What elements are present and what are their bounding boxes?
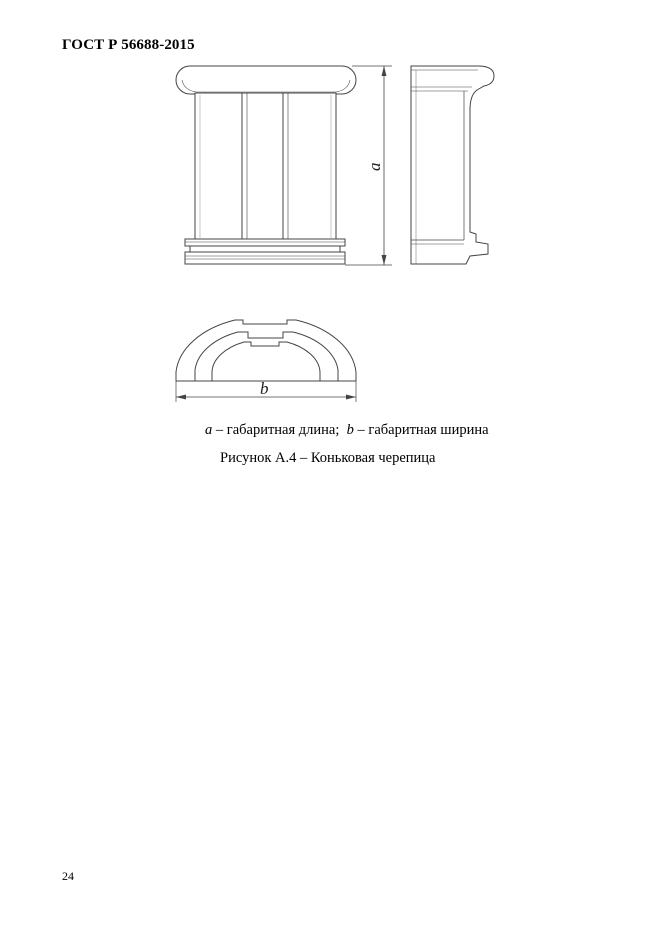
document-header: ГОСТ Р 56688-2015 <box>62 37 195 53</box>
dimension-b-label: b <box>260 379 269 398</box>
legend-b-text: – габаритная ширина <box>353 422 489 438</box>
page-number: 24 <box>62 869 74 883</box>
legend-b-symbol: b <box>346 422 354 438</box>
front-view <box>176 66 356 264</box>
dimension-a-label: a <box>365 162 384 171</box>
legend-a-text: – габаритная длина; <box>212 422 340 438</box>
legend-a-symbol: a <box>205 422 213 438</box>
figure-caption: Рисунок А.4 – Коньковая черепица <box>220 450 436 466</box>
side-view <box>411 66 494 264</box>
